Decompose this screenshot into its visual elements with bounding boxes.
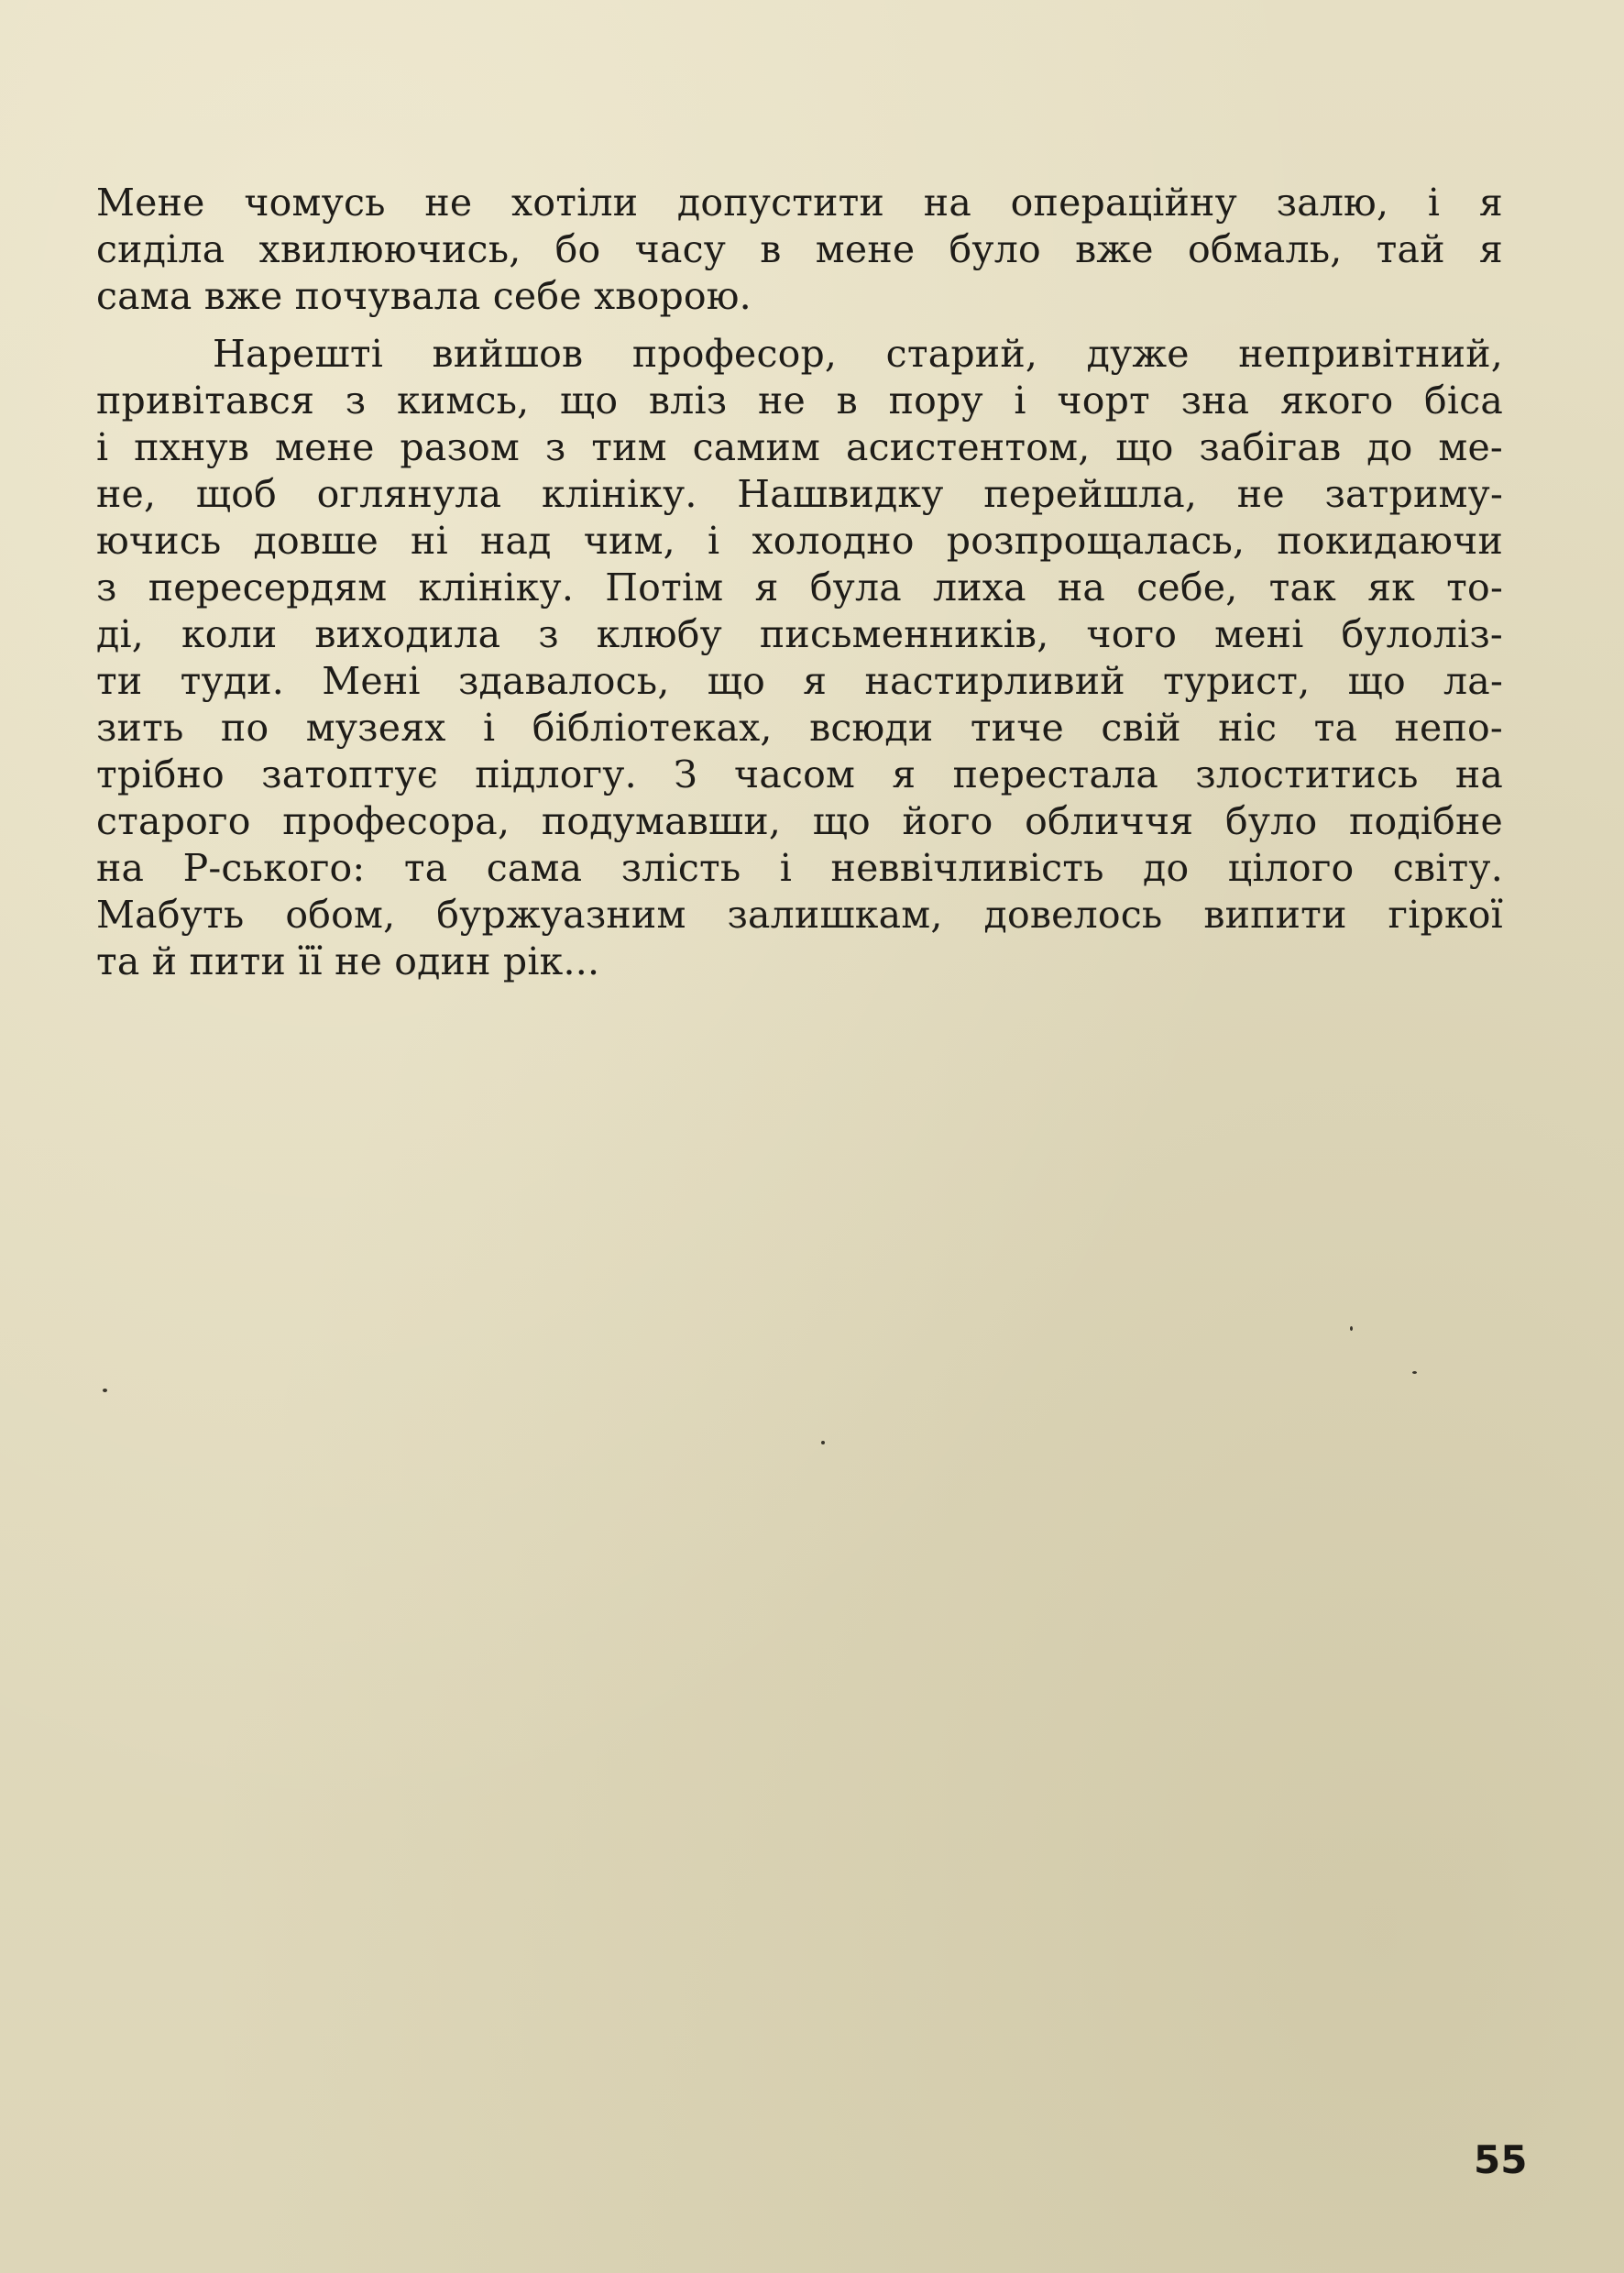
paragraph-1 <box>96 180 1503 320</box>
page-number: 55 <box>1474 2137 1528 2182</box>
text-line: сама вже почувала себе хворою. <box>96 274 752 318</box>
text-line: зить по музеях і бібліотеках, всюди тиче свій ніс та непо- <box>96 706 1503 750</box>
text-line: привітався з кимсь, що вліз не в пору і чорт зна якого біса <box>96 379 1503 423</box>
text-line: не, щоб оглянула клініку. Нашвидку перейшла, не затриму- <box>96 472 1503 516</box>
text-line: і пхнув мене разом з тим самим асистентом, що забігав до ме- <box>96 425 1503 469</box>
text-line: трібно затоптує підлогу. З часом я перестала злоститись на <box>96 752 1503 796</box>
text-line: Мене чомусь не хотіли допустити на операційну залю, і я <box>96 181 1503 225</box>
body-text <box>96 180 1503 985</box>
text-line: старого професора, подумавши, що його обличчя було подібне <box>96 799 1503 843</box>
paragraph-2 <box>96 331 1503 985</box>
text-line: ді, коли виходила з клюбу письменників, чого мені булоліз- <box>96 612 1503 656</box>
paper-speck <box>1412 1371 1417 1374</box>
text-line: з пересердям клініку. Потім я була лиха на себе, так як то- <box>96 566 1503 609</box>
text-line: Мабуть обом, буржуазним залишкам, довелось випити гіркої <box>96 893 1503 937</box>
paper-speck <box>103 1389 107 1392</box>
paper-speck <box>821 1441 825 1444</box>
text-line: ючись довше ні над чим, і холодно розпрощалась, покидаючи <box>96 519 1503 563</box>
text-line: на Р-ського: та сама злість і неввічливість до цілого світу. <box>96 846 1503 890</box>
text-line: сиділа хвилюючись, бо часу в мене було вже обмаль, тай я <box>96 227 1503 271</box>
text-line: ти туди. Мені здавалось, що я настирливий турист, що ла- <box>96 659 1503 703</box>
paper-speck <box>1350 1326 1353 1331</box>
text-line: та й пити її не один рік... <box>96 939 600 983</box>
text-line: Нарешті вийшов професор, старий, дуже непривітний, <box>213 332 1503 376</box>
